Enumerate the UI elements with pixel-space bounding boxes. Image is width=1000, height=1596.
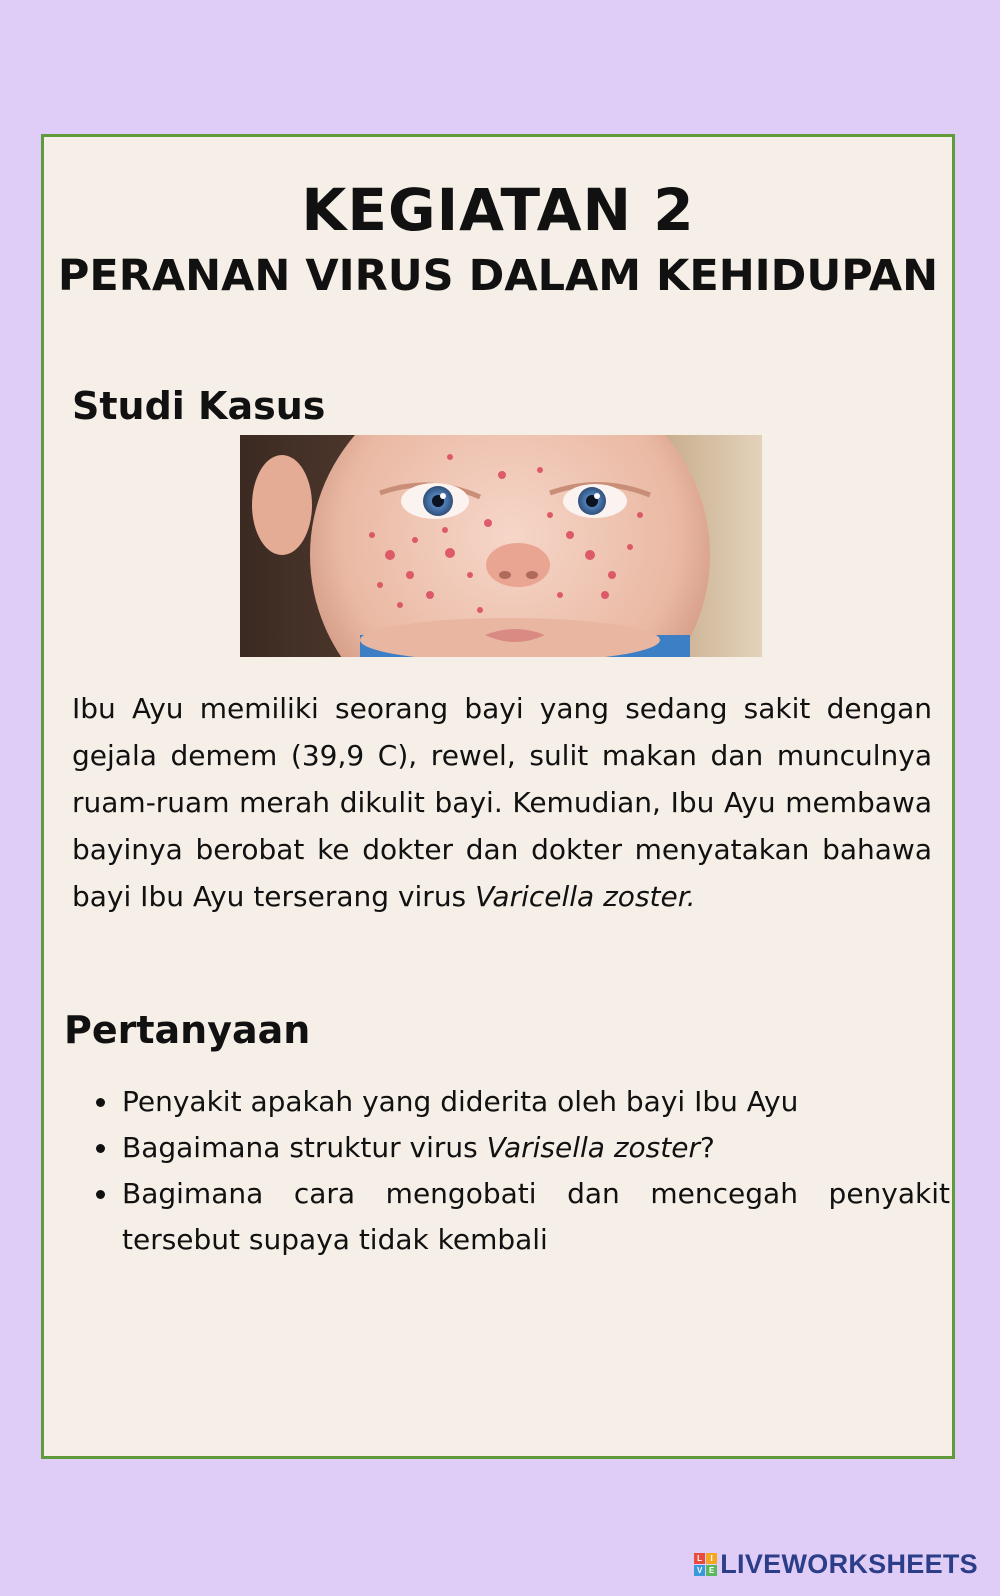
worksheet-title: KEGIATAN 2 [301,176,695,244]
liveworksheets-logo[interactable] [694,1549,978,1580]
logo-tile: L [694,1553,705,1564]
case-study-heading: Studi Kasus [72,384,326,428]
question-item [120,1079,950,1125]
baby-rash-photo [240,435,762,657]
worksheet-card [41,134,955,1459]
questions-list [94,1079,950,1263]
question-item [120,1125,950,1171]
liveworksheets-logo-icon [694,1553,717,1576]
question-suffix: ? [699,1131,715,1164]
case-study-paragraph [72,685,932,920]
question-item [120,1171,950,1263]
baby-rash-illustration [240,435,762,657]
question-text: Bagimana cara mengobati dan mencegah penyakit tersebut supaya tidak kembali [122,1177,950,1256]
logo-tile: V [694,1565,705,1576]
brand-name: LIVEWORKSHEETS [720,1549,978,1579]
logo-tile: I [706,1553,717,1564]
question-text: Penyakit apakah yang diderita oleh bayi Ibu Ayu [122,1085,799,1118]
questions-heading: Pertanyaan [64,1008,311,1052]
worksheet-subtitle: PERANAN VIRUS DALAM KEHIDUPAN [57,251,939,301]
logo-tile: E [706,1565,717,1576]
virus-name: Varicella zoster. [475,880,696,913]
question-text: Bagaimana struktur virus [122,1131,487,1164]
case-study-text: Ibu Ayu memiliki seorang bayi yang sedang sakit dengan gejala demem (39,9 C), rewel, sulit makan dan munculnya ruam-ruam merah dikulit bayi. Kemudian, Ibu Ayu membawa bayinya berobat ke dokter dan dokter menyatakan bahawa bayi Ibu Ayu terserang virus [72,692,932,913]
question-italic-term: Varisella zoster [486,1131,700,1164]
